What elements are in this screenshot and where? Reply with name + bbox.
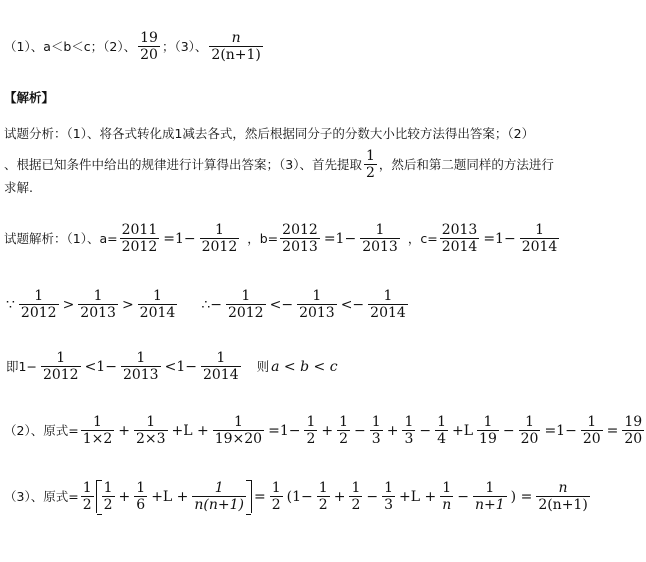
- math-text: 1: [535, 222, 544, 238]
- math-text: 2: [365, 165, 375, 182]
- math-text: 1: [82, 480, 92, 496]
- math-text: 1: [375, 222, 385, 238]
- math-text: 20: [582, 431, 601, 448]
- math-text: 4: [437, 431, 447, 448]
- analysis-line-1: 试题分析：（1）、将各式转化成1减去各式，然后根据同分子的分数大小比较方法得出答案；（2）: [4, 126, 535, 141]
- math-text: 1: [404, 414, 414, 430]
- square-bracket-group: [96, 480, 252, 513]
- math-text: 2012: [121, 239, 158, 256]
- math-text: 2013: [362, 239, 398, 256]
- math-text: 1: [306, 414, 316, 430]
- math-text: 20: [624, 431, 643, 448]
- fraction: [382, 480, 395, 513]
- fraction: [536, 480, 590, 513]
- math-text: (1−: [286, 488, 313, 505]
- math-text: n: [442, 497, 452, 514]
- math-text: 2012: [227, 305, 264, 322]
- math-text: 1: [93, 288, 103, 304]
- answer-part2: ；（3）、: [161, 38, 208, 54]
- math-text: =1−: [268, 422, 301, 439]
- math-text: 1: [587, 414, 597, 430]
- math-text: 1: [214, 480, 224, 496]
- math-text: 3: [384, 497, 394, 514]
- math-text: 1: [103, 480, 113, 496]
- fraction: [337, 414, 350, 447]
- math-text: +: [333, 488, 346, 505]
- fraction: [121, 350, 161, 383]
- inequality-line-2: [4, 350, 340, 383]
- answer-part1: （1）、a＜b＜c；（2）、: [4, 38, 137, 54]
- math-text: 1: [233, 414, 243, 430]
- math-text: <−: [269, 296, 294, 313]
- math-text: n+1: [475, 497, 505, 514]
- math-text: 2: [318, 497, 328, 514]
- math-text: 2013: [122, 367, 159, 384]
- fraction: [368, 288, 408, 321]
- math-text: 2013: [80, 305, 116, 322]
- math-text: 19: [140, 30, 158, 46]
- math-text: 1: [383, 288, 393, 304]
- math-text: 20: [520, 431, 539, 448]
- math-text: 、根据已知条件中给出的规律进行计算得出答案；（3）、首先提取: [4, 156, 362, 172]
- math-text: 1: [216, 350, 226, 366]
- math-text: 19×20: [214, 431, 263, 448]
- math-text: ，然后和第二题同样的方法进行: [378, 156, 554, 172]
- math-text: 2(n+1): [538, 497, 588, 514]
- math-text: 2012: [282, 222, 318, 238]
- math-text: 2(n+1): [211, 47, 261, 64]
- math-text: 2: [103, 497, 113, 514]
- math-text: 1: [271, 480, 281, 496]
- math-text: <−: [340, 296, 365, 313]
- fraction: [213, 414, 264, 447]
- math-text: 1: [485, 480, 495, 496]
- math-text: 1: [339, 414, 349, 430]
- math-text: =: [254, 488, 266, 505]
- math-text: <1−: [84, 358, 117, 375]
- math-text: >: [62, 296, 75, 313]
- math-text: =: [606, 422, 619, 439]
- fraction: [622, 414, 644, 447]
- math-text: +: [321, 422, 334, 439]
- math-text: n(n+1): [194, 497, 245, 514]
- solution-line-2: [4, 414, 646, 447]
- math-text: 1: [437, 414, 447, 430]
- fraction: [440, 480, 453, 513]
- math-text: 则: [256, 358, 270, 374]
- math-text: ，c=: [407, 230, 438, 246]
- math-text: n: [558, 480, 568, 496]
- analysis-heading: 【解析】: [4, 90, 55, 105]
- math-text: 2013: [299, 305, 335, 322]
- math-text: +: [118, 422, 130, 439]
- math-text: +L: [452, 422, 474, 439]
- math-text: 2: [271, 497, 281, 514]
- inequality-line-1: [4, 288, 410, 321]
- fraction: [102, 480, 115, 513]
- math-text: 2014: [441, 239, 478, 256]
- math-text: +L +: [171, 422, 209, 439]
- fraction: [226, 288, 266, 321]
- fraction: [134, 480, 147, 513]
- math-text: −: [354, 422, 366, 439]
- math-text: =1−: [483, 230, 516, 247]
- fraction: [192, 480, 246, 513]
- math-text: 2011: [121, 222, 158, 238]
- math-text: 2012: [201, 239, 238, 256]
- fraction: [360, 222, 400, 255]
- math-text: +L +: [399, 488, 437, 505]
- half-fraction: [364, 148, 377, 181]
- math-text: 1: [318, 480, 328, 496]
- fraction: [201, 350, 241, 383]
- math-text: 1: [241, 288, 251, 304]
- answer-line: [4, 30, 265, 63]
- math-text: ∴−: [201, 296, 222, 313]
- math-text: +: [118, 488, 131, 505]
- math-text: 1: [351, 480, 361, 496]
- math-text: −: [502, 422, 515, 439]
- math-text: 1: [136, 480, 146, 496]
- fraction: [270, 480, 283, 513]
- math-text: 2013: [282, 239, 318, 256]
- math-text: （2）、原式=: [4, 422, 79, 438]
- math-text: 2: [351, 497, 361, 514]
- fraction: [200, 222, 240, 255]
- math-text: −: [419, 422, 432, 439]
- math-text: （3）、原式=: [4, 488, 79, 504]
- math-text: ) =: [510, 488, 533, 505]
- fraction: [41, 350, 81, 383]
- solution-line-1: [4, 222, 561, 255]
- math-text: ，b=: [247, 230, 279, 246]
- math-text: 1: [365, 148, 375, 164]
- math-text: 2: [339, 431, 349, 448]
- math-text: 19: [624, 414, 643, 430]
- fraction: [19, 288, 59, 321]
- analysis-line-2: [4, 148, 554, 181]
- fraction: [78, 288, 118, 321]
- math-text: 2: [306, 431, 316, 448]
- math-text: 1: [153, 288, 162, 304]
- math-text: 2013: [441, 222, 478, 238]
- math-text: −: [457, 488, 469, 505]
- math-text: 1: [384, 480, 394, 496]
- math-text: =1−: [544, 422, 577, 439]
- fraction: [402, 414, 415, 447]
- fraction-b: [280, 222, 320, 255]
- fraction: [304, 414, 317, 447]
- math-text: 1: [56, 350, 66, 366]
- math-text: ∵: [6, 296, 15, 313]
- fraction: [370, 414, 383, 447]
- math-text: 1: [93, 414, 102, 430]
- math-text: 1×2: [82, 431, 113, 448]
- fraction: [520, 222, 560, 255]
- math-text: n: [231, 30, 241, 46]
- math-text: 1: [442, 480, 452, 496]
- math-text: 2012: [20, 305, 57, 322]
- math-text: 2×3: [135, 431, 166, 448]
- math-text: 1: [483, 414, 493, 430]
- math-text: 2014: [370, 305, 406, 322]
- fraction: [138, 288, 178, 321]
- fraction: [81, 414, 115, 447]
- math-text: 2014: [139, 305, 176, 322]
- math-text: −: [366, 488, 379, 505]
- fraction-c: [440, 222, 480, 255]
- fraction: [581, 414, 603, 447]
- math-text: +: [386, 422, 399, 439]
- math-text: 1: [146, 414, 156, 430]
- analysis-line-3: 求解.: [4, 180, 33, 195]
- math-text: 2014: [521, 239, 558, 256]
- math-text: a < b < c: [271, 358, 338, 375]
- math-text: 即1−: [6, 358, 37, 374]
- fraction: [435, 414, 448, 447]
- fraction: [349, 480, 362, 513]
- math-text: =1−: [163, 230, 196, 247]
- math-text: >: [121, 296, 134, 313]
- fraction: [81, 480, 94, 513]
- answer-fraction-1: [138, 30, 160, 63]
- math-text: 6: [136, 497, 146, 514]
- answer-fraction-2: [209, 30, 263, 63]
- math-text: =1−: [323, 230, 357, 247]
- math-text: 1: [371, 414, 381, 430]
- fraction: [317, 480, 330, 513]
- math-text: 1: [34, 288, 44, 304]
- math-text: 19: [479, 431, 497, 448]
- math-text: 2014: [202, 367, 239, 384]
- fraction: [297, 288, 337, 321]
- math-text: 1: [525, 414, 534, 430]
- fraction: [473, 480, 507, 513]
- math-text: +L +: [151, 488, 189, 505]
- math-text: 2: [82, 497, 92, 514]
- fraction: [519, 414, 541, 447]
- math-text: 1: [136, 350, 146, 366]
- math-text: <1−: [164, 358, 197, 375]
- fraction: [134, 414, 168, 447]
- solution-line-3: [4, 480, 592, 513]
- math-text: 2012: [42, 367, 79, 384]
- math-text: 20: [140, 47, 158, 64]
- math-text: 3: [371, 431, 381, 448]
- math-text: 1: [312, 288, 322, 304]
- fraction-a: [120, 222, 160, 255]
- math-text: 1: [214, 222, 224, 238]
- math-text: 试题解析：（1）、a=: [4, 230, 118, 246]
- math-text: 3: [404, 431, 414, 448]
- fraction: [477, 414, 499, 447]
